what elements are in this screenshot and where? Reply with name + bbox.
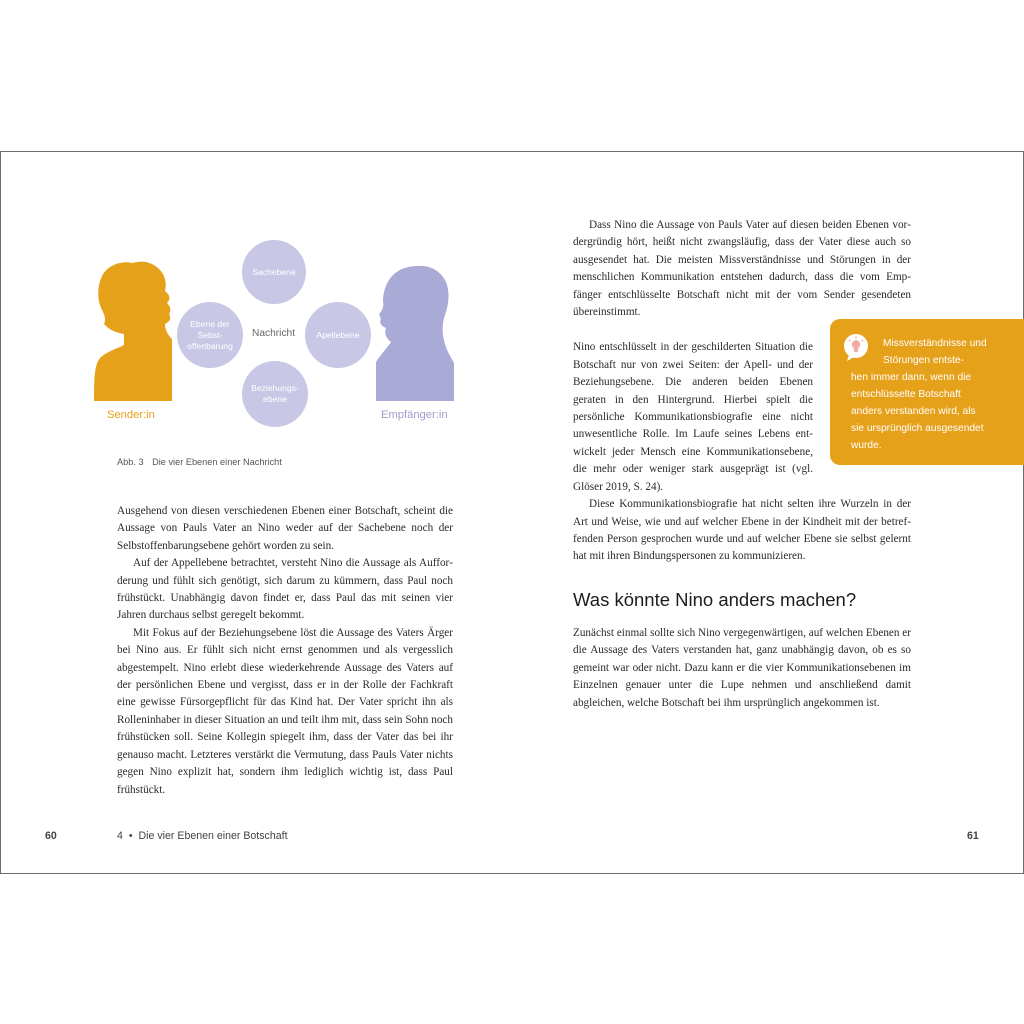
callout-text: Missverständnisse und Störungen entste- hen immer dann, wenn die entschlüsselte Botschaft anders verstanden wird, als sie ursprünglich ausgesendet wurde. xyxy=(851,338,987,451)
right-paragraph-1: Dass Nino die Aussage von Pauls Vater auf diesen beiden Ebenen vordergründig hört, heißt nicht zwangsläufig, dass der Vater diese auch so ausgesendet hat. Die meisten Missverständnisse und Störungen in der menschlichen Kommunikation entstehen dadurch, dass die vom Empfänger entschlüsselte Botschaft nicht mit der vom Sender gesendeten übereinstimmt. xyxy=(573,219,911,319)
chapter-title: Die vier Ebenen einer Botschaft xyxy=(138,830,288,842)
right-paragraph-2: Nino entschlüsselt in der geschilderten Situation die Botschaft nur von zwei Seiten: der Apell- und der Beziehungsebene. Die anderen beiden Ebenen geraten in den Hintergrund. Hierbei spielt die persönliche Kommunikationsbiografie eine nicht unwesentliche Rolle. Im Laufe seines Lebens entwickelt jeder Mensch eine Kommunikationsebene, die mehr oder weniger stark ausgeprägt ist (vgl. Glöser 2019, S. 24). xyxy=(573,341,813,493)
receiver-label: Empfänger:in xyxy=(381,409,448,421)
left-paragraph-1: Ausgehend von diesen verschiedenen Ebenen einer Botschaft, scheint die Aussage von Pauls Vater an Nino weder auf der Sachebene noch der Selbstoffenbarungsebene gehört worden zu sein. xyxy=(117,505,453,552)
left-paragraph-2: Auf der Appellebene betrachtet, versteht Nino die Aussage als Aufforderung und fühlt sich genötigt, sich darum zu kümmern, dass Paul noch frühstückt. Unabhängig davon findet er, dass Paul das mit seinen vier Jahren durchaus selbst geregelt bekommt. xyxy=(117,557,453,622)
running-footer xyxy=(117,830,288,842)
sender-label: Sender:in xyxy=(107,409,155,421)
circle-sachebene: Sachebene xyxy=(242,240,306,304)
left-paragraph-3: Mit Fokus auf der Beziehungsebene löst die Aussage des Vaters Ärger bei Nino aus. Er fühlt sich nicht ernst genommen und als vergesslich abgestempelt. Nino erlebt diese wiederkehrende Aussage des Vaters auf der persönlichen Ebene und vergisst, dass er in der Rolle der Fachkraft eine gewisse Fürsorgepflicht für das Kind hat. Der Vater spricht ihn als Rolleninhaber in dieser Situation an und teilt ihm mit, dass sein Sohn noch frühstücken soll. Seine Kollegin spiegelt ihm, dass der Vater das bei ihr genauso macht. Letzteres verstärkt die Vermutung, dass Pauls Vater nichts gegen Nino explizit hat, sondern ihm lediglich wichtig ist, dass Paul frühstückt. xyxy=(117,626,453,796)
circle-beziehungsebene xyxy=(242,361,308,427)
left-page-number: 60 xyxy=(45,830,57,842)
circle-apellebene: Apellebene xyxy=(305,302,371,368)
chapter-number: 4 xyxy=(117,830,123,842)
right-page-number: 61 xyxy=(967,830,979,842)
circle-selbstoffenbarung xyxy=(177,302,243,368)
right-paragraph-3: Diese Kommunikationsbiografie hat nicht selten ihre Wurzeln in der Art und Weise, wie und auf welcher Ebene in der Kindheit mit der betreffenden Person gesprochen wurde und auf welcher Ebene sie selbst gelernt hat mit ihren Bindungspersonen zu kommunizieren. xyxy=(573,498,911,563)
section-heading: Was könnte Nino anders machen? xyxy=(573,589,857,610)
caption-text: Die vier Ebenen einer Nachricht xyxy=(152,457,282,467)
figure-caption xyxy=(117,457,282,467)
right-page-body-bottom xyxy=(573,625,911,712)
footer-separator: • xyxy=(128,830,133,842)
margin-callout xyxy=(830,319,1024,465)
caption-number: Abb. 3 xyxy=(117,457,144,467)
sender-silhouette xyxy=(93,257,173,402)
selbstoffenbarung-label: Ebene der Sebst- offenbarung xyxy=(187,318,233,351)
nachricht-label: Nachricht xyxy=(252,328,296,339)
book-spread xyxy=(0,151,1024,874)
receiver-silhouette xyxy=(375,262,455,402)
beziehungsebene-label: Beziehungs- ebene xyxy=(251,383,299,404)
left-page-body xyxy=(117,503,453,799)
right-paragraph-4: Zunächst einmal sollte sich Nino vergegenwärtigen, auf welchen Ebenen er die Aussage des Vaters verstanden hat, ganz unabhängig davon, ob es so gemeint war oder nicht. Dazu kann er die vier Kommunikationsebenen im Einzelnen genauer unter die Lupe nehmen und anschließend damit abgleichen, welche Botschaft bei ihm ursprünglich angekommen ist. xyxy=(573,627,911,709)
